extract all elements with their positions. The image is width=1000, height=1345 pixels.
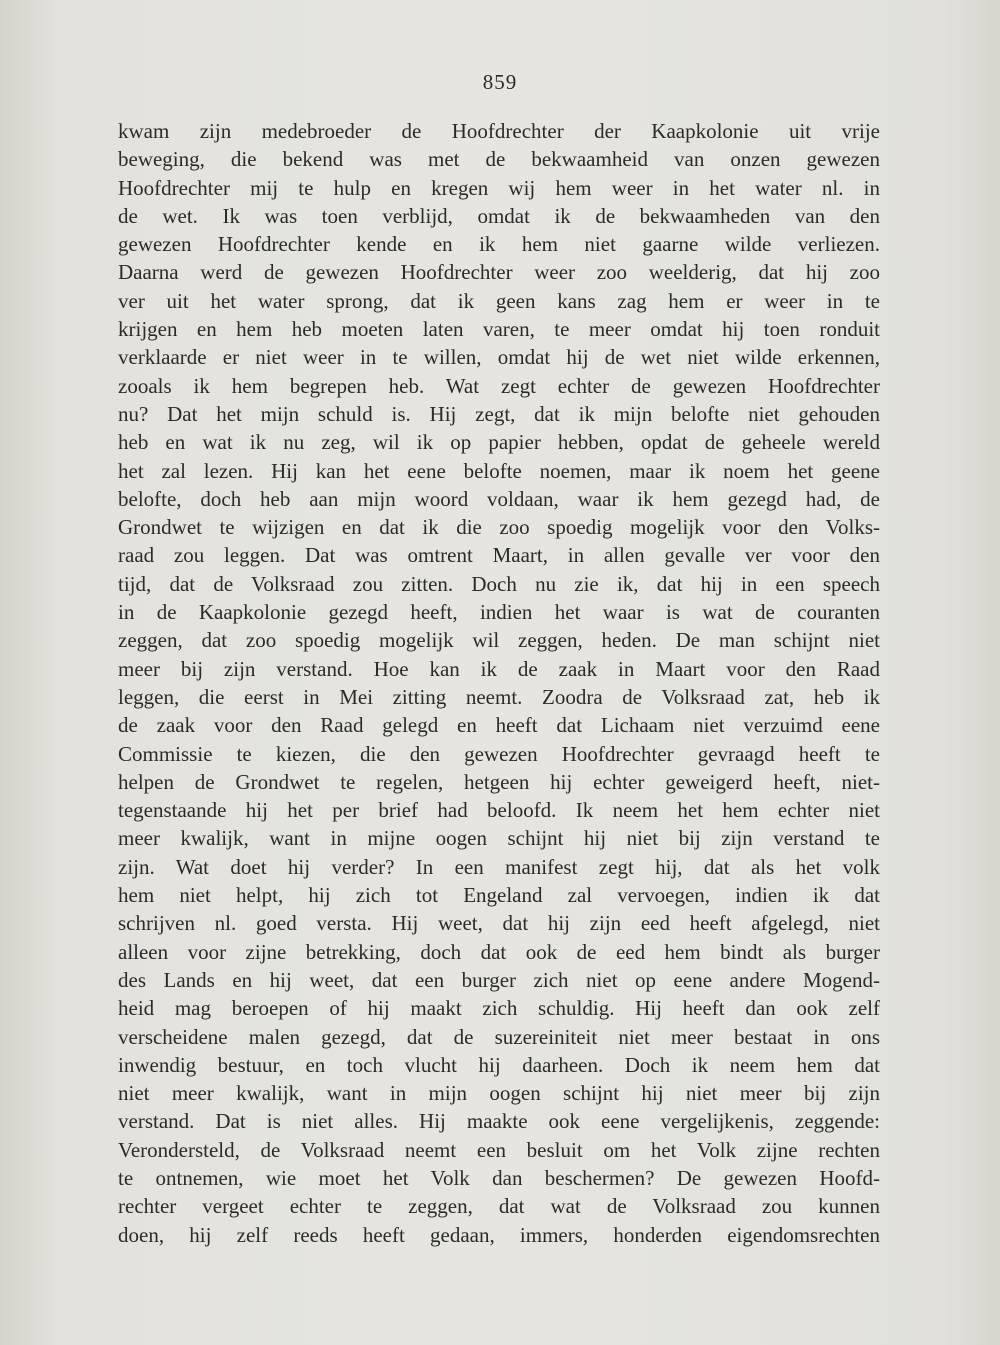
text-line: Grondwet te wijzigen en dat ik die zoo spoedig mogelijk voor den Volks- (118, 515, 880, 540)
text-line: zijn. Wat doet hij verder? In een manifest zegt hij, dat als het volk (118, 854, 880, 879)
text-line: inwendig bestuur, en toch vlucht hij daarheen. Doch ik neem hem dat (118, 1052, 880, 1077)
text-line: nu? Dat het mijn schuld is. Hij zegt, dat ik mijn belofte niet gehouden (118, 401, 880, 426)
text-line: heb en wat ik nu zeg, wil ik op papier hebben, opdat de geheele wereld (118, 430, 880, 455)
text-line: raad zou leggen. Dat was omtrent Maart, in allen gevalle ver voor den (118, 543, 880, 568)
text-line: zooals ik hem begrepen heb. Wat zegt echter de gewezen Hoofdrechter (118, 373, 880, 398)
text-line: kwam zijn medebroeder de Hoofdrechter der Kaapkolonie uit vrije (118, 119, 880, 143)
text-line: doen, hij zelf reeds heeft gedaan, immers, honderden eigendomsrechten (118, 1222, 880, 1247)
text-line: heid mag beroepen of hij maakt zich schuldig. Hij heeft dan ook zelf (118, 996, 880, 1021)
text-line: tegenstaande hij het per brief had beloofd. Ik neem het hem echter niet (118, 798, 880, 823)
text-line: hem niet helpt, hij zich tot Engeland zal vervoegen, indien ik dat (118, 883, 880, 908)
text-line: schrijven nl. goed versta. Hij weet, dat hij zijn eed heeft afgelegd, niet (118, 911, 880, 936)
text-line: belofte, doch heb aan mijn woord voldaan, waar ik hem gezegd had, de (118, 486, 880, 511)
text-line: Verondersteld, de Volksraad neemt een besluit om het Volk zijne rechten (118, 1137, 880, 1162)
text-line: rechter vergeet echter te zeggen, dat wat de Volksraad zou kunnen (118, 1194, 880, 1219)
text-line: leggen, die eerst in Mei zitting neemt. Zoodra de Volksraad zat, heb ik (118, 684, 880, 709)
text-line: tijd, dat de Volksraad zou zitten. Doch nu zie ik, dat hij in een speech (118, 571, 880, 596)
text-line: des Lands en hij weet, dat een burger zich niet op eene andere Mogend- (118, 967, 880, 992)
text-line: Commissie te kiezen, die den gewezen Hoofdrechter gevraagd heeft te (118, 741, 880, 766)
body-text (118, 117, 880, 1249)
text-line: ver uit het water sprong, dat ik geen kans zag hem er weer in te (118, 288, 880, 313)
text-line: zeggen, dat zoo spoedig mogelijk wil zeggen, heden. De man schijnt niet (118, 628, 880, 653)
text-line: krijgen en hem heb moeten laten varen, te meer omdat hij toen ronduit (118, 317, 880, 342)
text-line: niet meer kwalijk, want in mijn oogen schijnt hij niet meer bij zijn (118, 1081, 880, 1106)
text-line: Hoofdrechter mij te hulp en kregen wij hem weer in het water nl. in (118, 175, 880, 200)
text-line: gewezen Hoofdrechter kende en ik hem niet gaarne wilde verliezen. (118, 232, 880, 257)
text-line: het zal lezen. Hij kan het eene belofte noemen, maar ik noem het geene (118, 458, 880, 483)
text-line: Daarna werd de gewezen Hoofdrechter weer zoo weelderig, dat hij zoo (118, 260, 880, 285)
text-line: verklaarde er niet weer in te willen, omdat hij de wet niet wilde erkennen, (118, 345, 880, 370)
text-line: de zaak voor den Raad gelegd en heeft dat Lichaam niet verzuimd eene (118, 713, 880, 738)
text-line: meer bij zijn verstand. Hoe kan ik de zaak in Maart voor den Raad (118, 656, 880, 681)
text-line: verstand. Dat is niet alles. Hij maakte ook eene vergelijkenis, zeggende: (118, 1109, 880, 1134)
page-number: 859 (482, 70, 518, 94)
text-line: de wet. Ik was toen verblijd, omdat ik de bekwaamheden van den (118, 203, 880, 228)
text-line: in de Kaapkolonie gezegd heeft, indien het waar is wat de couranten (118, 600, 880, 625)
text-line: verscheidene malen gezegd, dat de suzereiniteit niet meer bestaat in ons (118, 1024, 880, 1049)
text-line: meer kwalijk, want in mijne oogen schijnt hij niet bij zijn verstand te (118, 826, 880, 851)
text-line: te ontnemen, wie moet het Volk dan beschermen? De gewezen Hoofd- (118, 1165, 880, 1190)
text-line: beweging, die bekend was met de bekwaamheid van onzen gewezen (118, 147, 880, 172)
text-line: helpen de Grondwet te regelen, hetgeen hij echter geweigerd heeft, niet- (118, 769, 880, 794)
text-line: alleen voor zijne betrekking, doch dat ook de eed hem bindt als burger (118, 939, 880, 964)
